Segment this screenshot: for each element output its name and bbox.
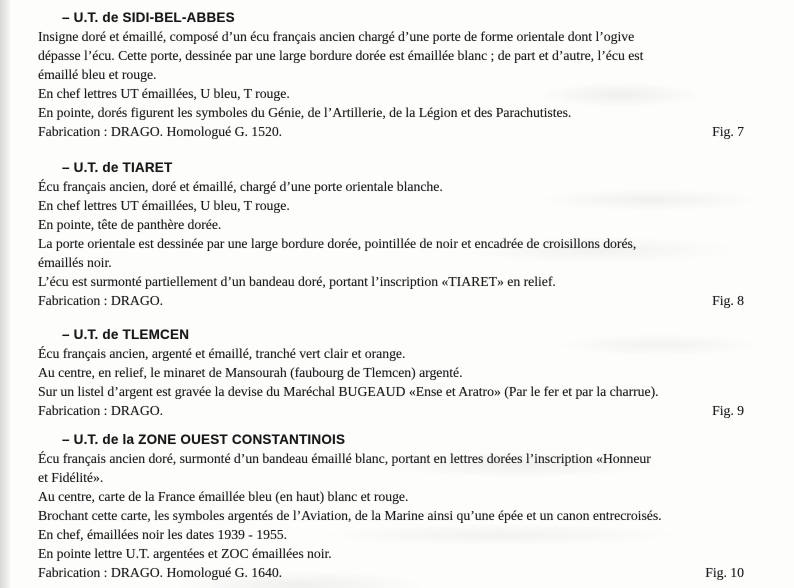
fabrication-row	[38, 563, 758, 582]
figure-label: Fig. 8	[712, 293, 744, 308]
section-heading: – U.T. de TLEMCEN	[62, 327, 190, 342]
text-line: En chef lettres UT émaillées, U bleu, T rouge.	[38, 198, 290, 213]
section-tlemcen	[38, 325, 758, 420]
text-line: émaillé bleu et rouge.	[38, 67, 157, 82]
text-line: Écu français ancien, doré et émaillé, chargé d’une porte orientale blanche.	[38, 179, 443, 194]
fabrication-line: Fabrication : DRAGO.	[38, 403, 164, 418]
text-line: En chef, émaillées noir les dates 1939 - 1955.	[38, 527, 288, 542]
section-zone-ouest-constantinois	[38, 430, 758, 582]
text-line: En pointe, dorés figurent les symboles du Génie, de l’Artillerie, de la Légion et des Parachutistes.	[38, 105, 572, 120]
figure-label: Fig. 9	[712, 403, 744, 418]
text-line: Au centre, carte de la France émaillée bleu (en haut) blanc et rouge.	[38, 489, 409, 504]
section-sidi-bel-abbes	[38, 8, 758, 141]
fabrication-row	[38, 122, 758, 141]
text-line: Écu français ancien doré, surmonté d’un bandeau émaillé blanc, portant en lettres dorées l’inscription «Honneur	[38, 451, 651, 466]
text-line: Brochant cette carte, les symboles argentés de l’Aviation, de la Marine ainsi qu’une épée et un canon entrecroisés.	[38, 508, 662, 523]
text-line: Écu français ancien, argenté et émaillé, tranché vert clair et orange.	[38, 346, 406, 361]
section-heading: – U.T. de TIARET	[62, 160, 173, 175]
fabrication-row	[38, 401, 758, 420]
scan-edge-shadow	[0, 0, 11, 588]
text-line: La porte orientale est dessinée par une large bordure dorée, pointillée de noir et encadrée de croisillons dorés,	[38, 236, 637, 251]
text-line: dépasse l’écu. Cette porte, dessinée par une large bordure dorée est émaillée blanc ; de part et d’autre, l’écu est	[38, 48, 644, 63]
fabrication-line: Fabrication : DRAGO.	[38, 293, 164, 308]
text-line: et Fidélité».	[38, 470, 104, 485]
text-line: L’écu est surmonté partiellement d’un bandeau doré, portant l’inscription «TIARET» en relief.	[38, 274, 556, 289]
section-heading: – U.T. de la ZONE OUEST CONSTANTINOIS	[62, 432, 346, 447]
fabrication-line: Fabrication : DRAGO. Homologué G. 1520.	[38, 124, 283, 139]
text-line: émaillés noir.	[38, 255, 112, 270]
fabrication-row	[38, 291, 758, 310]
text-line: En chef lettres UT émaillées, U bleu, T rouge.	[38, 86, 290, 101]
document-page	[38, 8, 758, 582]
section-heading: – U.T. de SIDI-BEL-ABBES	[62, 10, 235, 25]
text-line: En pointe lettre U.T. argentées et ZOC émaillées noir.	[38, 546, 332, 561]
figure-label: Fig. 7	[712, 124, 744, 139]
fabrication-line: Fabrication : DRAGO. Homologué G. 1640.	[38, 565, 283, 580]
text-line: Sur un listel d’argent est gravée la devise du Maréchal BUGEAUD «Ense et Aratro» (Par le fer et par la charrue).	[38, 384, 659, 399]
section-tiaret	[38, 158, 758, 310]
text-line: En pointe, tête de panthère dorée.	[38, 217, 222, 232]
figure-label: Fig. 10	[705, 565, 744, 580]
text-line: Insigne doré et émaillé, composé d’un écu français ancien chargé d’une porte de forme orientale dont l’ogive	[38, 29, 635, 44]
text-line: Au centre, en relief, le minaret de Mansourah (faubourg de Tlemcen) argenté.	[38, 365, 463, 380]
